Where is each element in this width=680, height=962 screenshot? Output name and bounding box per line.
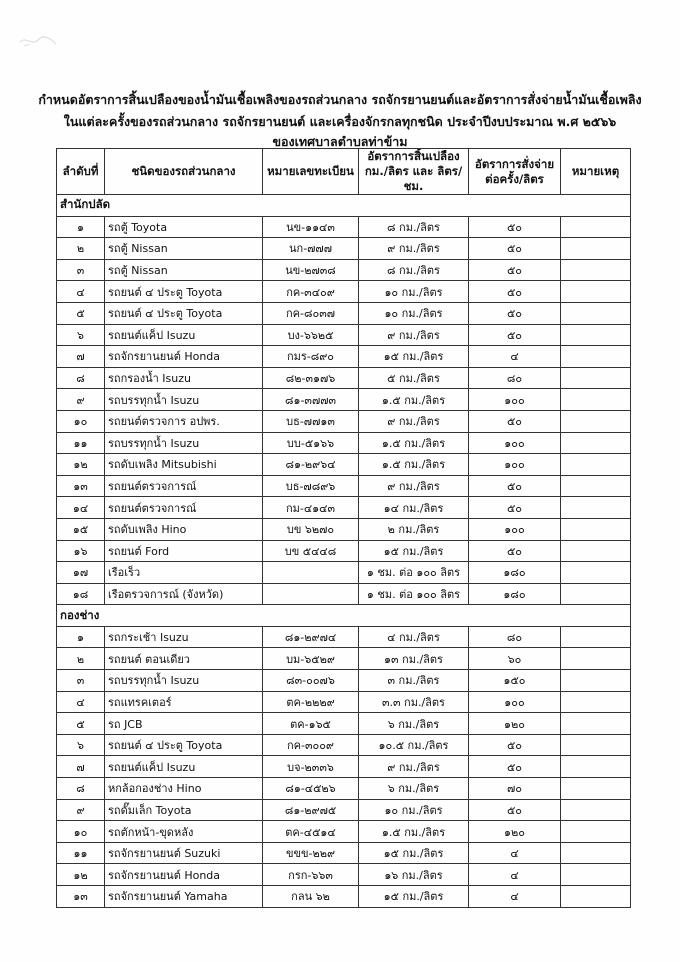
- table-row: [57, 454, 631, 476]
- section-title: สำนักปลัด: [57, 195, 631, 217]
- cell-note: [561, 713, 631, 735]
- cell-consumption-rate: ๙ กม./ลิตร: [359, 475, 469, 497]
- header-vehicle-type: ชนิดของรถส่วนกลาง: [105, 149, 263, 195]
- cell-no: ๑๐: [57, 410, 105, 432]
- cell-consumption-rate: ๑๓ กม./ลิตร: [359, 648, 469, 670]
- cell-note: [561, 626, 631, 648]
- cell-plate: นก-๗๗๗: [263, 238, 359, 260]
- cell-note: [561, 518, 631, 540]
- cell-no: ๓: [57, 670, 105, 692]
- table-row: [57, 756, 631, 778]
- cell-consumption-rate: ๑๐ กม./ลิตร: [359, 302, 469, 324]
- cell-no: ๔: [57, 691, 105, 713]
- cell-consumption-rate: ๑๐.๕ กม./ลิตร: [359, 734, 469, 756]
- table-row: [57, 583, 631, 605]
- cell-vehicle-type: รถดับเพลิง Hino: [105, 518, 263, 540]
- cell-no: ๑๘: [57, 583, 105, 605]
- cell-order-rate: ๑๕๐: [469, 670, 561, 692]
- cell-order-rate: ๑๘๐: [469, 562, 561, 584]
- table-row: [57, 713, 631, 735]
- table-row: [57, 497, 631, 519]
- cell-vehicle-type: เรือตรวจการณ์ (จังหวัด): [105, 583, 263, 605]
- cell-no: ๑๑: [57, 842, 105, 864]
- cell-no: ๑๖: [57, 540, 105, 562]
- cell-consumption-rate: ๙ กม./ลิตร: [359, 410, 469, 432]
- cell-order-rate: ๕๐: [469, 216, 561, 238]
- cell-order-rate: ๑๘๐: [469, 583, 561, 605]
- table-header-row: [57, 149, 631, 195]
- cell-consumption-rate: ๑.๕ กม./ลิตร: [359, 432, 469, 454]
- fuel-rate-table: [56, 148, 631, 908]
- table-row: [57, 238, 631, 260]
- cell-plate: บบ-๕๑๖๖: [263, 432, 359, 454]
- section-row: [57, 605, 631, 627]
- cell-plate: [263, 562, 359, 584]
- cell-order-rate: ๑๐๐: [469, 454, 561, 476]
- cell-order-rate: ๗๐: [469, 778, 561, 800]
- cell-vehicle-type: รถยนต์แค็ป Isuzu: [105, 756, 263, 778]
- cell-plate: กรก-๖๖๓: [263, 864, 359, 886]
- cell-vehicle-type: รถกรองน้ำ Isuzu: [105, 367, 263, 389]
- cell-vehicle-type: รถแทรคเตอร์: [105, 691, 263, 713]
- table-row: [57, 518, 631, 540]
- section-row: [57, 195, 631, 217]
- cell-note: [561, 389, 631, 411]
- cell-no: ๙: [57, 389, 105, 411]
- cell-no: ๖: [57, 324, 105, 346]
- cell-order-rate: ๔: [469, 842, 561, 864]
- cell-consumption-rate: ๑.๕ กม./ลิตร: [359, 821, 469, 843]
- cell-note: [561, 734, 631, 756]
- cell-vehicle-type: รถตู้ Nissan: [105, 238, 263, 260]
- cell-vehicle-type: รถบรรทุกน้ำ Isuzu: [105, 389, 263, 411]
- cell-no: ๒: [57, 238, 105, 260]
- cell-note: [561, 497, 631, 519]
- cell-consumption-rate: ๘ กม./ลิตร: [359, 216, 469, 238]
- cell-order-rate: ๕๐: [469, 281, 561, 303]
- cell-order-rate: ๑๐๐: [469, 691, 561, 713]
- header-plate: หมายเลขทะเบียน: [263, 149, 359, 195]
- cell-no: ๘: [57, 367, 105, 389]
- cell-consumption-rate: ๑ ชม. ต่อ ๑๐๐ ลิตร: [359, 583, 469, 605]
- cell-no: ๑๓: [57, 886, 105, 908]
- table-row: [57, 670, 631, 692]
- cell-note: [561, 648, 631, 670]
- scan-mark-icon: [18, 32, 58, 50]
- cell-plate: บม-๖๕๒๙: [263, 648, 359, 670]
- cell-vehicle-type: รถตู้ Nissan: [105, 259, 263, 281]
- cell-plate: บง-๖๖๒๕: [263, 324, 359, 346]
- cell-note: [561, 864, 631, 886]
- cell-plate: ๘๑-๒๙๗๔: [263, 626, 359, 648]
- cell-consumption-rate: ๖ กม./ลิตร: [359, 778, 469, 800]
- cell-consumption-rate: ๑.๕ กม./ลิตร: [359, 389, 469, 411]
- table-row: [57, 410, 631, 432]
- cell-note: [561, 259, 631, 281]
- cell-vehicle-type: รถดั๊มเล็ก Toyota: [105, 799, 263, 821]
- cell-no: ๗: [57, 756, 105, 778]
- cell-consumption-rate: ๓ กม./ลิตร: [359, 670, 469, 692]
- cell-plate: ๘๑-๔๕๒๖: [263, 778, 359, 800]
- header-no: ลำดับที่: [57, 149, 105, 195]
- cell-consumption-rate: ๕ กม./ลิตร: [359, 367, 469, 389]
- header-consumption-rate: อัตราการสิ้นเปลือง กม./ลิตร และ ลิตร/ชม.: [359, 149, 469, 195]
- cell-no: ๘: [57, 778, 105, 800]
- cell-vehicle-type: รถตักหน้า-ขุดหลัง: [105, 821, 263, 843]
- cell-no: ๒: [57, 648, 105, 670]
- cell-consumption-rate: ๔ กม./ลิตร: [359, 626, 469, 648]
- cell-consumption-rate: ๙ กม./ลิตร: [359, 238, 469, 260]
- table-row: [57, 562, 631, 584]
- cell-consumption-rate: ๑ ชม. ต่อ ๑๐๐ ลิตร: [359, 562, 469, 584]
- table-row: [57, 302, 631, 324]
- cell-no: ๕: [57, 302, 105, 324]
- cell-note: [561, 281, 631, 303]
- cell-vehicle-type: รถยนต์ ๔ ประตู Toyota: [105, 281, 263, 303]
- cell-note: [561, 238, 631, 260]
- cell-plate: [263, 583, 359, 605]
- cell-note: [561, 346, 631, 368]
- cell-note: [561, 454, 631, 476]
- cell-order-rate: ๑๐๐: [469, 432, 561, 454]
- cell-no: ๑๑: [57, 432, 105, 454]
- cell-vehicle-type: รถยนต์แค็ป Isuzu: [105, 324, 263, 346]
- cell-order-rate: ๑๐๐: [469, 518, 561, 540]
- table-row: [57, 626, 631, 648]
- cell-note: [561, 583, 631, 605]
- cell-note: [561, 216, 631, 238]
- cell-vehicle-type: รถยนต์ตรวจการณ์: [105, 475, 263, 497]
- cell-no: ๓: [57, 259, 105, 281]
- cell-note: [561, 756, 631, 778]
- cell-plate: กมร-๘๙๐: [263, 346, 359, 368]
- cell-no: ๖: [57, 734, 105, 756]
- cell-vehicle-type: รถบรรทุกน้ำ Isuzu: [105, 670, 263, 692]
- cell-plate: ตค-๑๖๕: [263, 713, 359, 735]
- cell-consumption-rate: ๘ กม./ลิตร: [359, 259, 469, 281]
- cell-order-rate: ๑๐๐: [469, 389, 561, 411]
- cell-plate: บธ-๗๗๑๓: [263, 410, 359, 432]
- cell-order-rate: ๘๐: [469, 367, 561, 389]
- cell-consumption-rate: ๑๔ กม./ลิตร: [359, 497, 469, 519]
- cell-order-rate: ๕๐: [469, 324, 561, 346]
- table-row: [57, 475, 631, 497]
- cell-plate: ขขข-๒๒๙: [263, 842, 359, 864]
- document-title-line-2: ในแต่ละครั้งของรถส่วนกลาง รถจักรยานยนต์ และเครื่องจักรกลทุกชนิด ประจำปีงบประมาณ พ.ศ ๒๕๖๖: [63, 114, 617, 129]
- cell-note: [561, 432, 631, 454]
- table-row: [57, 778, 631, 800]
- cell-no: ๑: [57, 626, 105, 648]
- cell-plate: กลน ๖๒: [263, 886, 359, 908]
- table-row: [57, 216, 631, 238]
- cell-order-rate: ๕๐: [469, 756, 561, 778]
- cell-vehicle-type: รถจักรยานยนต์ Yamaha: [105, 886, 263, 908]
- cell-note: [561, 475, 631, 497]
- cell-plate: กค-๓๐๐๙: [263, 734, 359, 756]
- cell-plate: นข-๒๗๓๘: [263, 259, 359, 281]
- cell-vehicle-type: รถจักรยานยนต์ Suzuki: [105, 842, 263, 864]
- cell-note: [561, 691, 631, 713]
- cell-vehicle-type: เรือเร็ว: [105, 562, 263, 584]
- document-title-line-1: กำหนดอัตราการสิ้นเปลืองของน้ำมันเชื้อเพลิงของรถส่วนกลาง รถจักรยานยนต์และอัตราการสั่งจ่ายน้ำมันเชื้อเพลิง: [38, 92, 642, 107]
- cell-consumption-rate: ๑๖ กม./ลิตร: [359, 864, 469, 886]
- table-row: [57, 734, 631, 756]
- cell-plate: กค-๘๐๓๗: [263, 302, 359, 324]
- cell-vehicle-type: รถยนต์ Ford: [105, 540, 263, 562]
- cell-order-rate: ๑๒๐: [469, 713, 561, 735]
- cell-note: [561, 540, 631, 562]
- cell-no: ๑๗: [57, 562, 105, 584]
- cell-order-rate: ๖๐: [469, 648, 561, 670]
- table-row: [57, 346, 631, 368]
- cell-vehicle-type: รถ JCB: [105, 713, 263, 735]
- cell-note: [561, 886, 631, 908]
- cell-order-rate: ๑๒๐: [469, 821, 561, 843]
- cell-consumption-rate: ๑๕ กม./ลิตร: [359, 540, 469, 562]
- cell-order-rate: ๘๐: [469, 626, 561, 648]
- table-row: [57, 821, 631, 843]
- cell-no: ๗: [57, 346, 105, 368]
- cell-order-rate: ๕๐: [469, 497, 561, 519]
- cell-consumption-rate: ๑๕ กม./ลิตร: [359, 842, 469, 864]
- cell-consumption-rate: ๓.๓ กม./ลิตร: [359, 691, 469, 713]
- cell-no: ๑๕: [57, 518, 105, 540]
- cell-plate: นข-๑๑๔๓: [263, 216, 359, 238]
- cell-order-rate: ๕๐: [469, 475, 561, 497]
- table-row: [57, 864, 631, 886]
- cell-order-rate: ๕๐: [469, 302, 561, 324]
- cell-consumption-rate: ๙ กม./ลิตร: [359, 756, 469, 778]
- cell-order-rate: ๕๐: [469, 540, 561, 562]
- cell-no: ๔: [57, 281, 105, 303]
- cell-plate: บข ๖๒๗๐: [263, 518, 359, 540]
- cell-plate: บจ-๒๓๓๖: [263, 756, 359, 778]
- header-note: หมายเหตุ: [561, 149, 631, 195]
- table-row: [57, 540, 631, 562]
- cell-vehicle-type: รถยนต์ ๔ ประตู Toyota: [105, 302, 263, 324]
- cell-no: ๑๒: [57, 454, 105, 476]
- cell-no: ๙: [57, 799, 105, 821]
- cell-consumption-rate: ๑๕ กม./ลิตร: [359, 886, 469, 908]
- cell-no: ๑๒: [57, 864, 105, 886]
- table-row: [57, 691, 631, 713]
- cell-consumption-rate: ๖ กม./ลิตร: [359, 713, 469, 735]
- cell-plate: ตค-๒๒๒๙: [263, 691, 359, 713]
- cell-vehicle-type: รถยนต์ ๔ ประตู Toyota: [105, 734, 263, 756]
- cell-note: [561, 302, 631, 324]
- table-row: [57, 281, 631, 303]
- table-row: [57, 842, 631, 864]
- cell-vehicle-type: รถกระเช้า Isuzu: [105, 626, 263, 648]
- cell-note: [561, 821, 631, 843]
- cell-order-rate: ๔: [469, 864, 561, 886]
- cell-note: [561, 562, 631, 584]
- cell-order-rate: ๕๐: [469, 238, 561, 260]
- cell-no: ๕: [57, 713, 105, 735]
- cell-consumption-rate: ๑๐ กม./ลิตร: [359, 799, 469, 821]
- cell-note: [561, 367, 631, 389]
- cell-plate: ๘๑-๒๙๖๔: [263, 454, 359, 476]
- cell-note: [561, 799, 631, 821]
- cell-consumption-rate: ๑๐ กม./ลิตร: [359, 281, 469, 303]
- cell-plate: กค-๓๔๐๙: [263, 281, 359, 303]
- cell-vehicle-type: รถยนต์ตรวจการ อปพร.: [105, 410, 263, 432]
- cell-note: [561, 670, 631, 692]
- cell-no: ๑๐: [57, 821, 105, 843]
- table-row: [57, 799, 631, 821]
- cell-vehicle-type: รถบรรทุกน้ำ Isuzu: [105, 432, 263, 454]
- cell-vehicle-type: รถดับเพลิง Mitsubishi: [105, 454, 263, 476]
- table-row: [57, 324, 631, 346]
- cell-note: [561, 842, 631, 864]
- document-title-line-3: ของเทศบาลตำบลท่าข้าม: [272, 134, 408, 149]
- cell-order-rate: ๕๐: [469, 410, 561, 432]
- table-row: [57, 432, 631, 454]
- cell-no: ๑: [57, 216, 105, 238]
- cell-note: [561, 324, 631, 346]
- cell-vehicle-type: หกล้อกองช่าง Hino: [105, 778, 263, 800]
- table-row: [57, 259, 631, 281]
- cell-order-rate: ๕๐: [469, 799, 561, 821]
- cell-plate: ๘๒-๓๑๗๖: [263, 367, 359, 389]
- cell-order-rate: ๔: [469, 346, 561, 368]
- cell-note: [561, 410, 631, 432]
- table-body: [57, 195, 631, 908]
- cell-vehicle-type: รถตู้ Toyota: [105, 216, 263, 238]
- cell-plate: ตค-๔๕๑๔: [263, 821, 359, 843]
- cell-plate: ๘๑-๓๗๗๓: [263, 389, 359, 411]
- cell-vehicle-type: รถจักรยานยนต์ Honda: [105, 346, 263, 368]
- cell-order-rate: ๕๐: [469, 259, 561, 281]
- cell-vehicle-type: รถยนต์ตรวจการณ์: [105, 497, 263, 519]
- cell-plate: ๘๑-๒๙๗๕: [263, 799, 359, 821]
- table-row: [57, 886, 631, 908]
- cell-plate: ๘๓-๐๐๗๖: [263, 670, 359, 692]
- cell-plate: กม-๔๑๔๓: [263, 497, 359, 519]
- cell-no: ๑๔: [57, 497, 105, 519]
- cell-note: [561, 778, 631, 800]
- cell-consumption-rate: ๑.๕ กม./ลิตร: [359, 454, 469, 476]
- table-row: [57, 648, 631, 670]
- cell-vehicle-type: รถจักรยานยนต์ Honda: [105, 864, 263, 886]
- cell-no: ๑๓: [57, 475, 105, 497]
- cell-plate: บธ-๗๘๙๖: [263, 475, 359, 497]
- header-order-rate: อัตราการสั่งจ่าย ต่อครั้ง/ลิตร: [469, 149, 561, 195]
- table-row: [57, 367, 631, 389]
- cell-order-rate: ๕๐: [469, 734, 561, 756]
- table-row: [57, 389, 631, 411]
- cell-consumption-rate: ๙ กม./ลิตร: [359, 324, 469, 346]
- cell-vehicle-type: รถยนต์ ตอนเดียว: [105, 648, 263, 670]
- cell-plate: บข ๕๔๔๘: [263, 540, 359, 562]
- cell-consumption-rate: ๒ กม./ลิตร: [359, 518, 469, 540]
- cell-order-rate: ๔: [469, 886, 561, 908]
- cell-consumption-rate: ๑๕ กม./ลิตร: [359, 346, 469, 368]
- section-title: กองช่าง: [57, 605, 631, 627]
